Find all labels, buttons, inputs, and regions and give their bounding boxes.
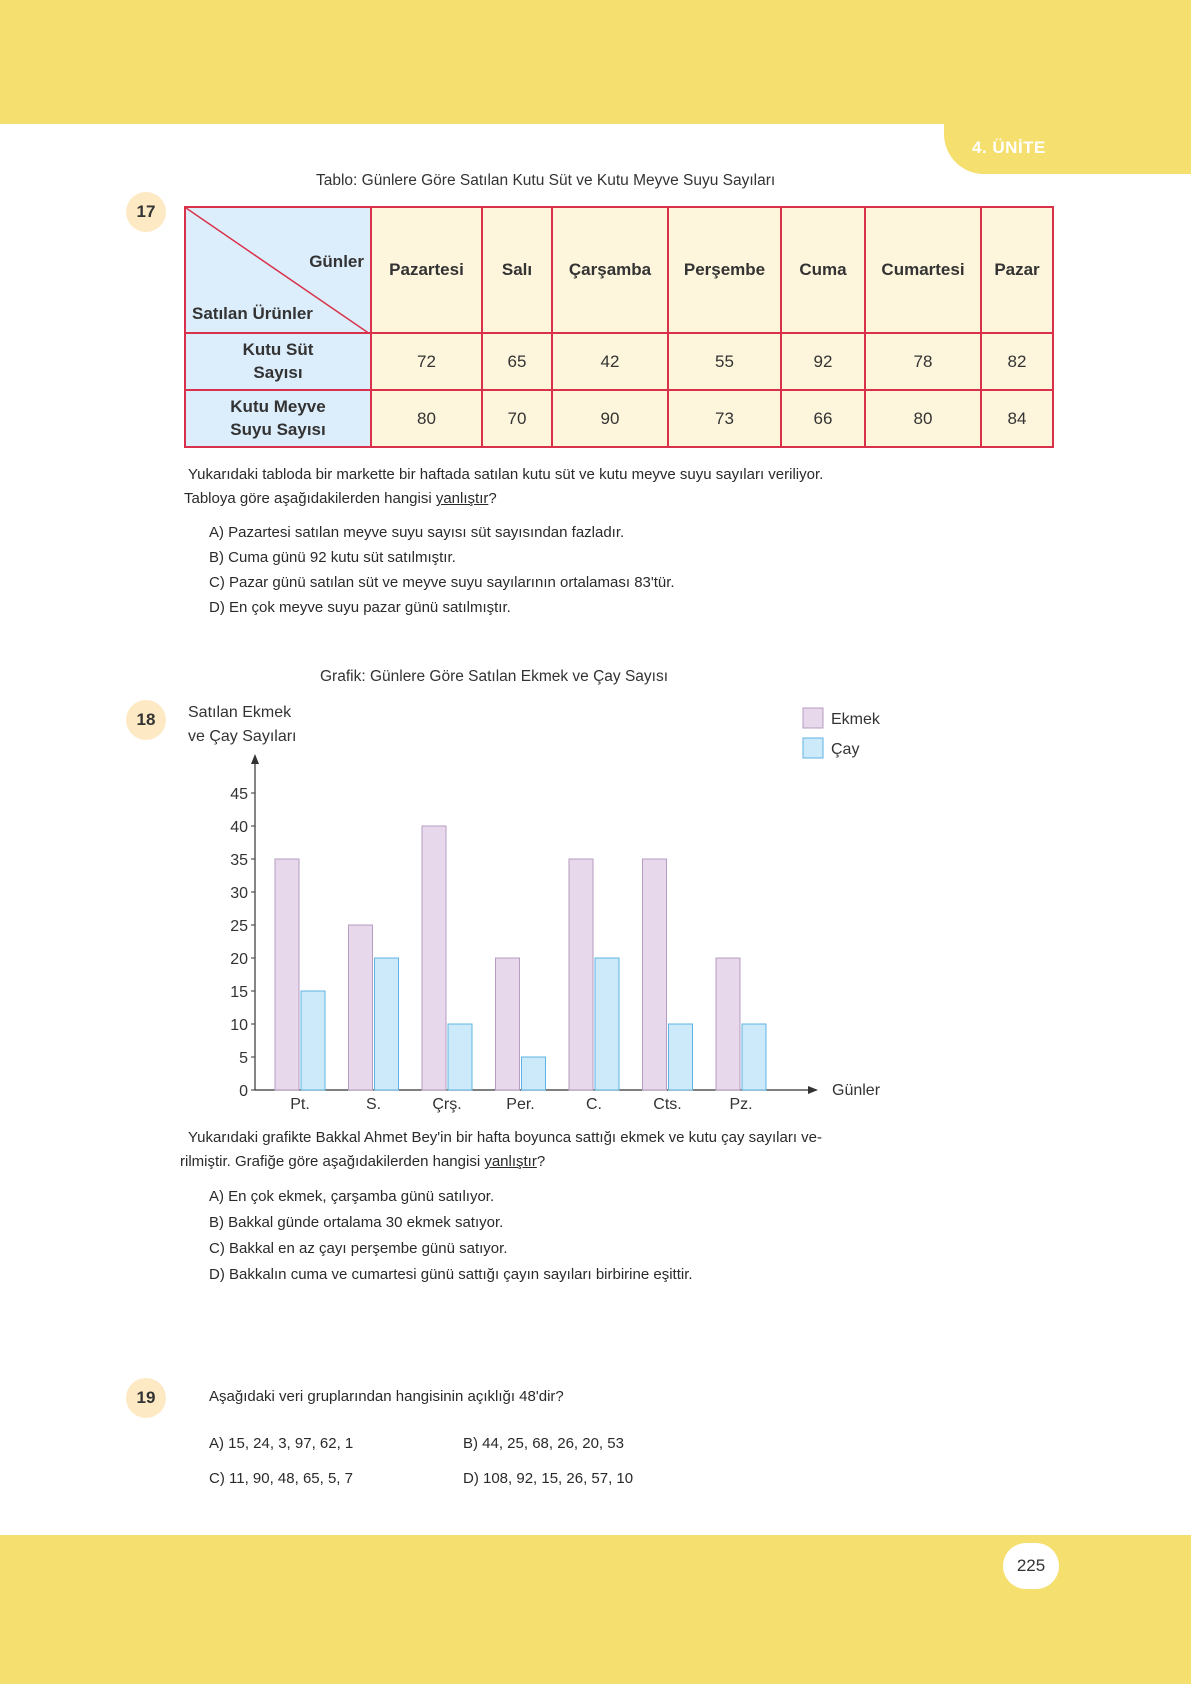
table-cell: 84 bbox=[981, 390, 1053, 447]
question-17-prompt: Tabloya göre aşağıdakilerden hangisi bbox=[184, 490, 436, 507]
y-tick-label: 5 bbox=[239, 1050, 248, 1067]
y-tick-label: 15 bbox=[230, 984, 248, 1001]
row-label-milk bbox=[185, 333, 371, 390]
legend-swatch bbox=[803, 738, 823, 758]
bar-cay bbox=[742, 1024, 766, 1090]
bar-ekmek bbox=[349, 925, 373, 1090]
y-tick-label: 10 bbox=[230, 1017, 248, 1034]
table-cell: 90 bbox=[552, 390, 668, 447]
table-cell: 82 bbox=[981, 333, 1053, 390]
answer-option-19b[interactable]: B) 44, 25, 68, 26, 20, 53 bbox=[463, 1435, 624, 1452]
chart-container bbox=[180, 700, 900, 1125]
sales-table bbox=[184, 206, 1054, 448]
y-tick-label: 30 bbox=[230, 885, 248, 902]
table-row bbox=[185, 333, 1053, 390]
table-cell: 72 bbox=[371, 333, 482, 390]
bar-ekmek bbox=[643, 859, 667, 1090]
y-tick-label: 45 bbox=[230, 786, 248, 803]
question-17-text bbox=[184, 463, 1068, 511]
x-tick-label: S. bbox=[365, 1096, 382, 1113]
question-number-19: 19 bbox=[126, 1378, 166, 1418]
answer-option-17d[interactable]: D) En çok meyve suyu pazar günü satılmıştır. bbox=[209, 599, 511, 616]
table-cell: 80 bbox=[865, 390, 981, 447]
table-cell: 66 bbox=[781, 390, 865, 447]
table-corner-cell bbox=[185, 207, 371, 333]
x-axis-arrow bbox=[808, 1086, 818, 1094]
chart-caption: Grafik: Günlere Göre Satılan Ekmek ve Çay Sayısı bbox=[320, 668, 669, 685]
y-axis-label: Satılan Ekmek bbox=[188, 704, 292, 721]
question-18-prompt: rilmiştir. Grafiğe göre aşağıdakilerden hangisi bbox=[180, 1153, 485, 1170]
bar-cay bbox=[522, 1057, 546, 1090]
answer-option-17b[interactable]: B) Cuma günü 92 kutu süt satılmıştır. bbox=[209, 549, 456, 566]
question-18-line-1: Yukarıdaki grafikte Bakkal Ahmet Bey'in bir hafta boyunca sattığı ekmek ve kutu çay sayıları ve- bbox=[188, 1129, 823, 1146]
corner-label-days: Günler bbox=[309, 252, 364, 271]
y-axis-label: ve Çay Sayıları bbox=[188, 728, 297, 745]
table-cell: 65 bbox=[482, 333, 552, 390]
x-tick-label: Pz. bbox=[729, 1096, 753, 1113]
corner-label-products: Satılan Ürünler bbox=[192, 304, 313, 323]
day-header: Cuma bbox=[781, 207, 865, 333]
bar-cay bbox=[375, 958, 399, 1090]
day-header: Pazar bbox=[981, 207, 1053, 333]
answer-option-19c[interactable]: C) 11, 90, 48, 65, 5, 7 bbox=[209, 1470, 353, 1487]
row-label-line: Suyu Sayısı bbox=[230, 419, 326, 439]
x-tick-label: Per. bbox=[506, 1096, 535, 1113]
y-tick-label: 25 bbox=[230, 918, 248, 935]
table-caption: Tablo: Günlere Göre Satılan Kutu Süt ve Kutu Meyve Suyu Sayıları bbox=[316, 172, 776, 189]
table-cell: 80 bbox=[371, 390, 482, 447]
bar-cay bbox=[301, 991, 325, 1090]
bar-cay bbox=[595, 958, 619, 1090]
day-header: Pazartesi bbox=[371, 207, 482, 333]
question-18-line-2 bbox=[180, 1150, 1068, 1174]
answer-option-17a[interactable]: A) Pazartesi satılan meyve suyu sayısı süt sayısından fazladır. bbox=[209, 524, 625, 541]
question-17-emphasis: yanlıştır bbox=[435, 490, 489, 507]
answer-option-18c[interactable]: C) Bakkal en az çayı perşembe günü satıyor. bbox=[209, 1240, 508, 1257]
bar-chart bbox=[180, 700, 900, 1120]
table-cell: 55 bbox=[668, 333, 781, 390]
table-row bbox=[185, 390, 1053, 447]
question-17-line-1: Yukarıdaki tabloda bir markette bir haftada satılan kutu süt ve kutu meyve suyu sayıları veriliyor. bbox=[188, 466, 824, 483]
row-label-line: Sayısı bbox=[253, 362, 303, 382]
table-cell: 73 bbox=[668, 390, 781, 447]
question-18-mark: ? bbox=[536, 1153, 546, 1170]
bar-ekmek bbox=[569, 859, 593, 1090]
question-17-mark: ? bbox=[488, 490, 497, 507]
answer-option-19a[interactable]: A) 15, 24, 3, 97, 62, 1 bbox=[209, 1435, 354, 1452]
x-tick-label: Pt. bbox=[290, 1096, 310, 1113]
row-label-line: Kutu Meyve bbox=[230, 397, 326, 417]
table-cell: 78 bbox=[865, 333, 981, 390]
day-header: Salı bbox=[482, 207, 552, 333]
row-label-line: Kutu Süt bbox=[242, 340, 314, 360]
y-axis-arrow bbox=[251, 754, 259, 764]
y-tick-label: 0 bbox=[239, 1083, 248, 1100]
y-tick-label: 35 bbox=[230, 852, 248, 869]
question-19-text: Aşağıdaki veri gruplarından hangisinin açıklığı 48'dir? bbox=[209, 1388, 564, 1405]
legend-label: Ekmek bbox=[831, 711, 880, 728]
answer-option-19d[interactable]: D) 108, 92, 15, 26, 57, 10 bbox=[463, 1470, 634, 1487]
question-number-18: 18 bbox=[126, 700, 166, 740]
x-tick-label: Çrş. bbox=[432, 1096, 462, 1113]
question-17-line-2 bbox=[184, 487, 1068, 511]
header-band bbox=[0, 0, 1191, 124]
question-18-emphasis: yanlıştır bbox=[484, 1153, 537, 1170]
x-tick-label: C. bbox=[586, 1096, 602, 1113]
answer-option-18d[interactable]: D) Bakkalın cuma ve cumartesi günü sattığı çayın sayıları birbirine eşittir. bbox=[209, 1266, 693, 1283]
answer-option-18b[interactable]: B) Bakkal günde ortalama 30 ekmek satıyor. bbox=[209, 1214, 504, 1231]
table-cell: 92 bbox=[781, 333, 865, 390]
answer-option-17c[interactable]: C) Pazar günü satılan süt ve meyve suyu sayılarının ortalaması 83'tür. bbox=[209, 574, 675, 591]
day-header: Cumartesi bbox=[865, 207, 981, 333]
bar-cay bbox=[669, 1024, 693, 1090]
table-cell: 70 bbox=[482, 390, 552, 447]
row-label-juice bbox=[185, 390, 371, 447]
x-tick-label: Cts. bbox=[653, 1096, 682, 1113]
bar-ekmek bbox=[422, 826, 446, 1090]
day-header: Perşembe bbox=[668, 207, 781, 333]
bar-ekmek bbox=[496, 958, 520, 1090]
bar-cay bbox=[448, 1024, 472, 1090]
question-number-17: 17 bbox=[126, 192, 166, 232]
question-18-text bbox=[180, 1126, 1068, 1174]
legend-swatch bbox=[803, 708, 823, 728]
x-axis-label: Günler bbox=[832, 1082, 881, 1099]
y-tick-label: 20 bbox=[230, 951, 248, 968]
table-cell: 42 bbox=[552, 333, 668, 390]
bar-ekmek bbox=[275, 859, 299, 1090]
legend-label: Çay bbox=[831, 741, 860, 758]
day-header: Çarşamba bbox=[552, 207, 668, 333]
answer-option-18a[interactable]: A) En çok ekmek, çarşamba günü satılıyor. bbox=[209, 1188, 495, 1205]
page-number: 225 bbox=[1003, 1543, 1059, 1589]
bar-ekmek bbox=[716, 958, 740, 1090]
unit-label: 4. ÜNİTE bbox=[972, 138, 1046, 157]
y-tick-label: 40 bbox=[230, 819, 248, 836]
